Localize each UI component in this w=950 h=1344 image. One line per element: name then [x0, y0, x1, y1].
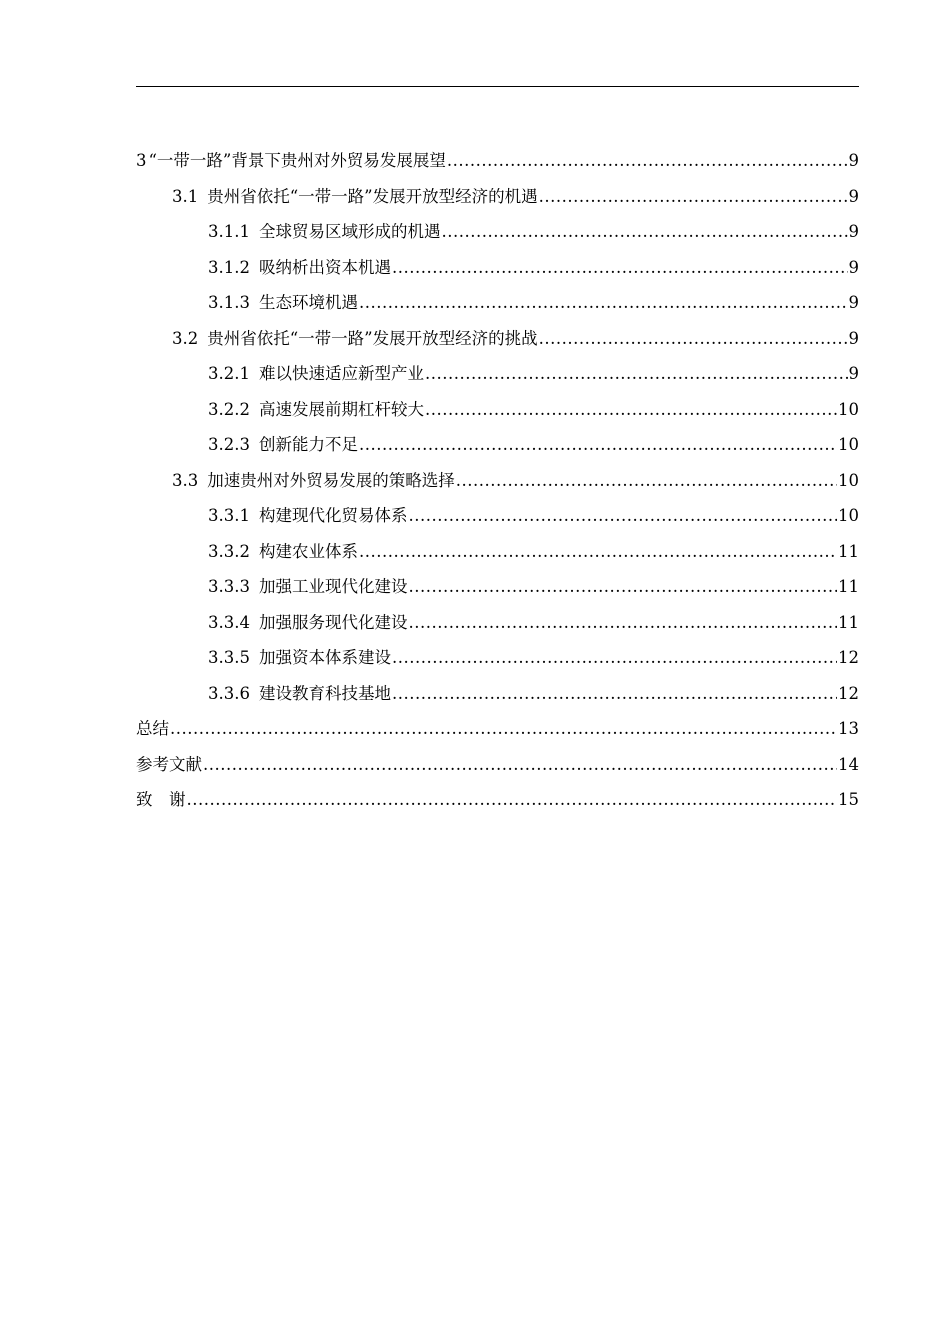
- toc-entry[interactable]: [136, 214, 859, 250]
- toc-dot-leader: [425, 392, 837, 428]
- toc-entry[interactable]: [136, 427, 859, 463]
- toc-entry-page: 9: [848, 222, 859, 241]
- toc-entry-title: 总结: [136, 719, 169, 738]
- toc-entry-page: 10: [838, 435, 859, 454]
- toc-dot-leader: [539, 179, 848, 215]
- toc-dot-leader: [456, 463, 837, 499]
- toc-dot-leader: [539, 321, 848, 357]
- toc-entry-number: 3.3.6: [208, 683, 250, 703]
- toc-entry-title: 难以快速适应新型产业: [258, 364, 424, 383]
- toc-entry[interactable]: [136, 179, 859, 215]
- toc-entry-title: “一带一路”背景下贵州对外贸易发展展望: [148, 151, 446, 170]
- toc-entry-title: 贵州省依托“一带一路”发展开放型经济的挑战: [207, 328, 538, 348]
- toc-entry-page: 9: [848, 293, 859, 312]
- toc-entry-number: 3.3.2: [208, 541, 250, 561]
- toc-entry-number: 3.3.4: [208, 612, 250, 632]
- toc-entry-page: 11: [838, 612, 859, 632]
- toc-entry-page: 9: [848, 328, 859, 348]
- toc-entry-number: 3: [136, 151, 147, 170]
- toc-entry[interactable]: [136, 782, 859, 818]
- toc-entry-number: 3.1.2: [208, 257, 250, 277]
- toc-entry[interactable]: [136, 143, 859, 179]
- toc-entry-page: 12: [838, 648, 859, 667]
- toc-entry-page: 15: [838, 790, 859, 809]
- toc-entry-number: 3.1.3: [208, 293, 250, 312]
- toc-entry-title: 致 谢: [136, 790, 186, 809]
- toc-dot-leader: [392, 640, 837, 676]
- toc-entry[interactable]: [136, 285, 859, 321]
- toc-entry[interactable]: [136, 392, 859, 428]
- toc-entry[interactable]: [136, 747, 859, 783]
- toc-entry-number: 3.3: [172, 470, 199, 490]
- toc-entry-number: 3.2.2: [208, 399, 250, 419]
- toc-entry-page: 9: [848, 186, 859, 206]
- toc-entry-title: 构建现代化贸易体系: [258, 506, 408, 525]
- toc-dot-leader: [187, 782, 838, 818]
- table-of-contents: [136, 143, 859, 818]
- toc-entry-page: 10: [838, 399, 859, 419]
- toc-entry-page: 14: [838, 754, 859, 774]
- toc-entry-page: 10: [838, 506, 859, 525]
- toc-dot-leader: [408, 498, 837, 534]
- toc-entry-title: 高速发展前期杠杆较大: [258, 399, 424, 419]
- toc-dot-leader: [359, 534, 837, 570]
- toc-entry-page: 11: [838, 541, 859, 561]
- toc-entry-number: 3.2.1: [208, 364, 250, 383]
- toc-entry[interactable]: [136, 498, 859, 534]
- toc-entry-title: 加强服务现代化建设: [258, 612, 408, 632]
- toc-entry-number: 3.3.5: [208, 648, 250, 667]
- toc-entry-number: 3.2: [172, 328, 199, 348]
- toc-entry-number: 3.1: [172, 186, 199, 206]
- toc-entry-number: 3.2.3: [208, 435, 250, 454]
- toc-entry[interactable]: [136, 640, 859, 676]
- toc-entry-title: 构建农业体系: [258, 541, 358, 561]
- toc-entry-title: 全球贸易区域形成的机遇: [258, 222, 441, 241]
- toc-entry-title: 加强资本体系建设: [258, 648, 391, 667]
- toc-entry-page: 9: [848, 257, 859, 277]
- toc-entry-title: 创新能力不足: [258, 435, 358, 454]
- toc-entry-title: 参考文献: [136, 754, 202, 774]
- toc-entry-number: 3.3.3: [208, 577, 250, 596]
- toc-entry[interactable]: [136, 534, 859, 570]
- toc-entry[interactable]: [136, 569, 859, 605]
- toc-entry-page: 9: [848, 151, 859, 170]
- toc-dot-leader: [170, 711, 837, 747]
- toc-entry-title: 贵州省依托“一带一路”发展开放型经济的机遇: [207, 186, 538, 206]
- toc-entry-title: 加强工业现代化建设: [258, 577, 408, 596]
- toc-entry-title: 加速贵州对外贸易发展的策略选择: [207, 470, 455, 490]
- toc-entry-title: 生态环境机遇: [258, 293, 358, 312]
- toc-dot-leader: [359, 427, 837, 463]
- toc-dot-leader: [408, 569, 837, 605]
- toc-entry[interactable]: [136, 676, 859, 712]
- toc-entry[interactable]: [136, 463, 859, 499]
- toc-entry-title: 吸纳析出资本机遇: [258, 257, 391, 277]
- toc-entry-page: 12: [838, 683, 859, 703]
- toc-entry-number: 3.1.1: [208, 222, 250, 241]
- toc-entry-number: 3.3.1: [208, 506, 250, 525]
- toc-entry-title: 建设教育科技基地: [258, 683, 391, 703]
- toc-entry[interactable]: [136, 321, 859, 357]
- toc-dot-leader: [441, 214, 847, 250]
- toc-entry[interactable]: [136, 250, 859, 286]
- toc-entry[interactable]: [136, 356, 859, 392]
- toc-dot-leader: [408, 605, 837, 641]
- toc-entry[interactable]: [136, 605, 859, 641]
- toc-dot-leader: [447, 143, 848, 179]
- header-rule: [136, 86, 859, 87]
- toc-dot-leader: [392, 250, 848, 286]
- toc-dot-leader: [425, 356, 848, 392]
- toc-entry[interactable]: [136, 711, 859, 747]
- toc-entry-page: 13: [838, 719, 859, 738]
- toc-dot-leader: [203, 747, 837, 783]
- toc-entry-page: 11: [838, 577, 859, 596]
- toc-entry-page: 9: [848, 364, 859, 383]
- toc-dot-leader: [392, 676, 837, 712]
- toc-entry-page: 10: [838, 470, 859, 490]
- toc-dot-leader: [359, 285, 848, 321]
